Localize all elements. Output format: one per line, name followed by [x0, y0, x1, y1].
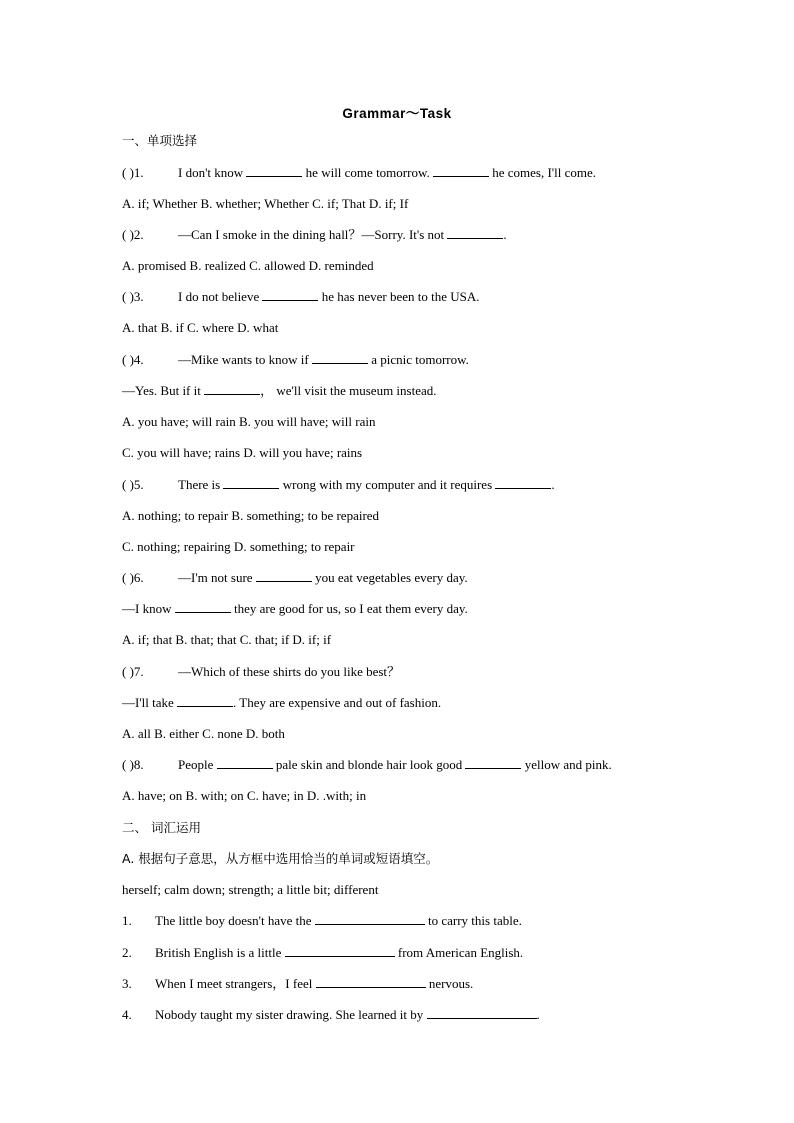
question-number: ( )7.	[122, 664, 144, 679]
question-text: —Can I smoke in the dining hall？—Sorry. It's not	[178, 227, 448, 242]
answer-blank[interactable]	[495, 477, 551, 489]
question-text: People	[178, 757, 217, 772]
question-text: There is	[178, 477, 224, 492]
answer-blank[interactable]	[315, 913, 425, 925]
item-number: 3.	[122, 976, 132, 991]
question-text: —Yes. But if it	[122, 383, 205, 398]
question-text: they are good for us, so I eat them every day.	[230, 601, 468, 616]
question-8	[122, 757, 612, 773]
question-5-options-b: C. nothing; repairing D. something; to repair	[122, 539, 355, 554]
question-text: you eat vegetables every day.	[311, 570, 468, 585]
answer-blank[interactable]	[465, 757, 521, 769]
answer-blank[interactable]	[223, 477, 279, 489]
question-text: .	[551, 477, 555, 492]
item-text: nervous.	[425, 976, 474, 991]
question-text: he will come tomorrow.	[302, 165, 433, 180]
question-1	[122, 165, 596, 181]
question-4-options-a: A. you have; will rain B. you will have; will rain	[122, 414, 376, 429]
item-text: from American English.	[394, 945, 524, 960]
page-title: Grammar～Task	[342, 106, 452, 121]
question-2-options: A. promised B. realized C. allowed D. reminded	[122, 258, 374, 273]
answer-blank[interactable]	[447, 227, 503, 239]
answer-blank[interactable]	[217, 757, 273, 769]
question-text: I do not believe	[178, 289, 263, 304]
question-text: a picnic tomorrow.	[367, 352, 469, 367]
answer-blank[interactable]	[177, 695, 233, 707]
question-number: ( )2.	[122, 227, 144, 242]
question-2	[122, 227, 507, 243]
item-text: The little boy doesn't have the	[155, 913, 315, 928]
question-text: yellow and pink.	[521, 757, 612, 772]
answer-blank[interactable]	[262, 289, 318, 301]
answer-blank[interactable]	[285, 945, 395, 957]
question-number: ( )8.	[122, 757, 144, 772]
question-text: . They are expensive and out of fashion.	[233, 695, 442, 710]
item-text: Nobody taught my sister drawing. She learned it by	[155, 1007, 427, 1022]
question-number: ( )3.	[122, 289, 144, 304]
question-3	[122, 289, 480, 305]
item-number: 4.	[122, 1007, 132, 1022]
answer-blank[interactable]	[256, 570, 312, 582]
vocab-item-2	[122, 945, 523, 961]
vocab-item-1	[122, 913, 522, 929]
question-text: .	[503, 227, 507, 242]
question-number: ( )6.	[122, 570, 144, 585]
item-text: to carry this table.	[424, 913, 522, 928]
question-text: he comes, I'll come.	[489, 165, 597, 180]
question-6-options: A. if; that B. that; that C. that; if D. if; if	[122, 632, 332, 647]
item-number: 2.	[122, 945, 132, 960]
vocab-item-3	[122, 976, 473, 992]
question-text: I don't know	[178, 165, 247, 180]
question-4-options-b: C. you will have; rains D. will you have; rains	[122, 445, 363, 460]
item-number: 1.	[122, 913, 132, 928]
question-4-response	[122, 383, 437, 399]
question-text: —I know	[122, 601, 175, 616]
question-6	[122, 570, 468, 586]
question-text: wrong with my computer and it requires	[279, 477, 496, 492]
question-text: —Mike wants to know if	[178, 352, 312, 367]
question-number: ( )4.	[122, 352, 144, 367]
question-text: —I'm not sure	[178, 570, 256, 585]
answer-blank[interactable]	[433, 165, 489, 177]
question-text: —Which of these shirts do you like best？	[178, 664, 401, 679]
question-7-response	[122, 695, 441, 711]
question-text: —I'll take	[122, 695, 178, 710]
word-bank: herself; calm down; strength; a little bit; different	[122, 882, 379, 897]
answer-blank[interactable]	[427, 1007, 537, 1019]
answer-blank[interactable]	[312, 352, 368, 364]
answer-blank[interactable]	[204, 383, 260, 395]
question-6-response	[122, 601, 468, 617]
question-5-options-a: A. nothing; to repair B. something; to be repaired	[122, 508, 380, 523]
question-7	[122, 664, 400, 680]
question-1-options: A. if; Whether B. whether; Whether C. if; That D. if; If	[122, 196, 409, 211]
question-text: ， we'll visit the museum instead.	[260, 383, 437, 398]
question-3-options: A. that B. if C. where D. what	[122, 320, 279, 335]
question-7-options: A. all B. either C. none D. both	[122, 726, 285, 741]
section-heading-single-choice: 一、单项选择	[122, 133, 198, 148]
question-text: he has never been to the USA.	[318, 289, 480, 304]
question-4	[122, 352, 469, 368]
answer-blank[interactable]	[175, 601, 231, 613]
answer-blank[interactable]	[246, 165, 302, 177]
item-text: When I meet strangers，I feel	[155, 976, 316, 991]
vocab-item-4	[122, 1007, 540, 1023]
answer-blank[interactable]	[316, 976, 426, 988]
section-heading-vocabulary: 二、 词汇运用	[122, 820, 201, 835]
question-5	[122, 477, 555, 493]
item-text: .	[536, 1007, 540, 1022]
question-number: ( )5.	[122, 477, 144, 492]
question-8-options: A. have; on B. with; on C. have; in D. .with; in	[122, 788, 367, 803]
item-text: British English is a little	[155, 945, 285, 960]
question-text: pale skin and blonde hair look good	[272, 757, 466, 772]
section-subheading-instructions: A. 根据句子意思，从方框中选用恰当的单词或短语填空。	[122, 851, 439, 866]
question-number: ( )1.	[122, 165, 144, 180]
